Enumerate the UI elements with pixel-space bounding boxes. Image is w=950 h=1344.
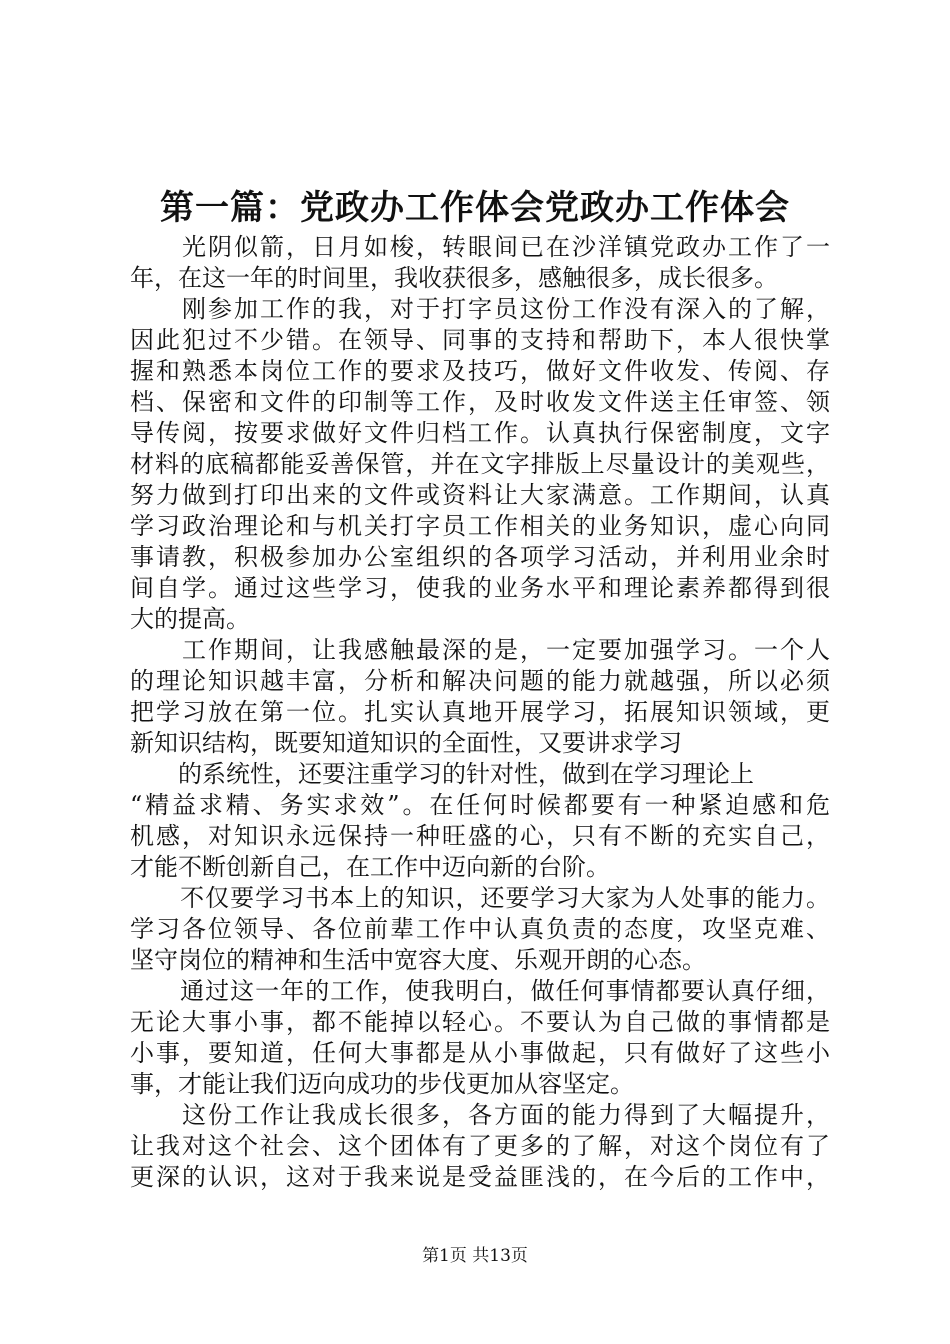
body-line: 刚参加工作的我，对于打字员这份工作没有深入的了解， bbox=[130, 295, 830, 323]
body-line: 工作期间，让我感触最深的是，一定要加强学习。一个人 bbox=[130, 636, 830, 664]
body-line: 材料的底稿都能妥善保管，并在文字排版上尽量设计的美观些， bbox=[130, 450, 830, 478]
body-line: 让我对这个社会、这个团体有了更多的了解，对这个岗位有了 bbox=[130, 1132, 830, 1160]
body-line: 小事，要知道，任何大事都是从小事做起，只有做好了这些小 bbox=[130, 1039, 830, 1067]
body-line: 间自学。通过这些学习，使我的业务水平和理论素养都得到很 bbox=[130, 574, 830, 602]
body-line: 坚守岗位的精神和生活中宽容大度、乐观开朗的心态。 bbox=[130, 946, 706, 974]
body-line: 不仅要学习书本上的知识，还要学习大家为人处事的能力。 bbox=[130, 884, 830, 912]
body-line: 握和熟悉本岗位工作的要求及技巧，做好文件收发、传阅、存 bbox=[130, 357, 830, 385]
page-footer: 第1页 共13页 bbox=[422, 1246, 528, 1266]
body-line: 机感，对知识永远保持一种旺盛的心，只有不断的充实自己， bbox=[130, 822, 830, 850]
body-line: 新知识结构，既要知道知识的全面性，又要讲求学习 bbox=[130, 729, 682, 757]
body-line: 更深的认识，这对于我来说是受益匪浅的，在今后的工作中， bbox=[130, 1163, 830, 1191]
body-line: 通过这一年的工作，使我明白，做任何事情都要认真仔细， bbox=[130, 977, 830, 1005]
body-line: 才能不断创新自己，在工作中迈向新的台阶。 bbox=[130, 853, 610, 881]
body-line: 学习政治理论和与机关打字员工作相关的业务知识，虚心向同 bbox=[130, 512, 830, 540]
document-title: 第一篇：党政办工作体会党政办工作体会 bbox=[160, 188, 790, 228]
body-line: 的理论知识越丰富，分析和解决问题的能力就越强，所以必须 bbox=[130, 667, 830, 695]
body-line: 因此犯过不少错。在领导、同事的支持和帮助下，本人很快掌 bbox=[130, 326, 830, 354]
body-line: 年，在这一年的时间里，我收获很多，感触很多，成长很多。 bbox=[130, 264, 778, 292]
body-line: 把学习放在第一位。扎实认真地开展学习，拓展知识领域，更 bbox=[130, 698, 830, 726]
body-line: 档、保密和文件的印制等工作，及时收发文件送主任审签、领 bbox=[130, 388, 830, 416]
body-line: 努力做到打印出来的文件或资料让大家满意。工作期间，认真 bbox=[130, 481, 830, 509]
body-line: 无论大事小事，都不能掉以轻心。不要认为自己做的事情都是 bbox=[130, 1008, 830, 1036]
body-line: “精益求精、务实求效”。在任何时候都要有一种紧迫感和危 bbox=[130, 791, 830, 819]
body-line: 的系统性，还要注重学习的针对性，做到在学习理论上 bbox=[130, 760, 754, 788]
body-line: 大的提高。 bbox=[130, 605, 250, 633]
body-line: 学习各位领导、各位前辈工作中认真负责的态度，攻坚克难、 bbox=[130, 915, 830, 943]
body-line: 事，才能让我们迈向成功的步伐更加从容坚定。 bbox=[130, 1070, 634, 1098]
document-body bbox=[130, 232, 830, 1193]
body-line: 光阴似箭，日月如梭，转眼间已在沙洋镇党政办工作了一 bbox=[130, 233, 830, 261]
body-line: 这份工作让我成长很多，各方面的能力得到了大幅提升， bbox=[130, 1101, 830, 1129]
body-line: 事请教，积极参加办公室组织的各项学习活动，并利用业余时 bbox=[130, 543, 830, 571]
body-line: 导传阅，按要求做好文件归档工作。认真执行保密制度，文字 bbox=[130, 419, 830, 447]
